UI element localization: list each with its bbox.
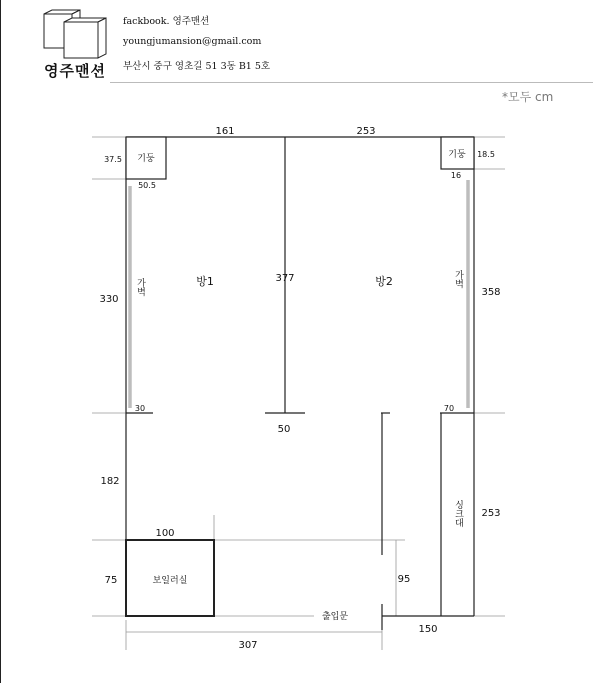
room2-label: 방2 [375,275,393,288]
dim-wall-right-end: 70 [443,404,455,413]
dim-top-right: 253 [356,126,376,137]
dim-center-wall-base: 50 [277,424,291,435]
room1-label: 방1 [196,275,214,288]
dim-left-lower: 182 [100,476,120,487]
dim-top-left: 161 [215,126,235,137]
dim-sink-length: 253 [481,508,501,519]
dim-pillar-right-w: 16 [450,171,462,180]
dim-bottom-right: 150 [418,624,438,635]
unit-note: *모두 cm [502,90,554,104]
address-line: 부산시 중구 영초길 51 3동 B1 5호 [123,61,271,72]
dim-left-upper: 330 [99,294,119,305]
sink-label: 싱크대 [453,500,463,527]
dim-bottom-total: 307 [238,640,258,651]
dim-door-height: 95 [397,574,411,585]
pillar-right-label: 기둥 [448,150,466,160]
partition-right-label: 가벽 [453,270,463,288]
boiler-label: 보일러실 [152,576,188,586]
dim-right-upper: 358 [481,287,501,298]
dim-pillar-right-h: 18.5 [477,150,495,159]
brand-name: 영주맨션 [44,62,106,80]
pillar-left-label: 기둥 [137,154,155,164]
facebook-line: fackbook. 영주맨션 [123,16,210,27]
dim-boiler-width: 100 [155,528,175,539]
dim-pillar-left-w: 50.5 [138,181,156,190]
dim-boiler-height: 75 [104,575,118,586]
dim-wall-left-end: 30 [134,404,146,413]
dim-center-wall: 377 [275,273,295,284]
entrance-label: 출입문 [321,612,349,622]
email-line: youngjumansion@gmail.com [123,36,262,47]
partition-left-label: 가벽 [135,278,145,296]
dim-pillar-left-h: 37.5 [104,155,122,164]
